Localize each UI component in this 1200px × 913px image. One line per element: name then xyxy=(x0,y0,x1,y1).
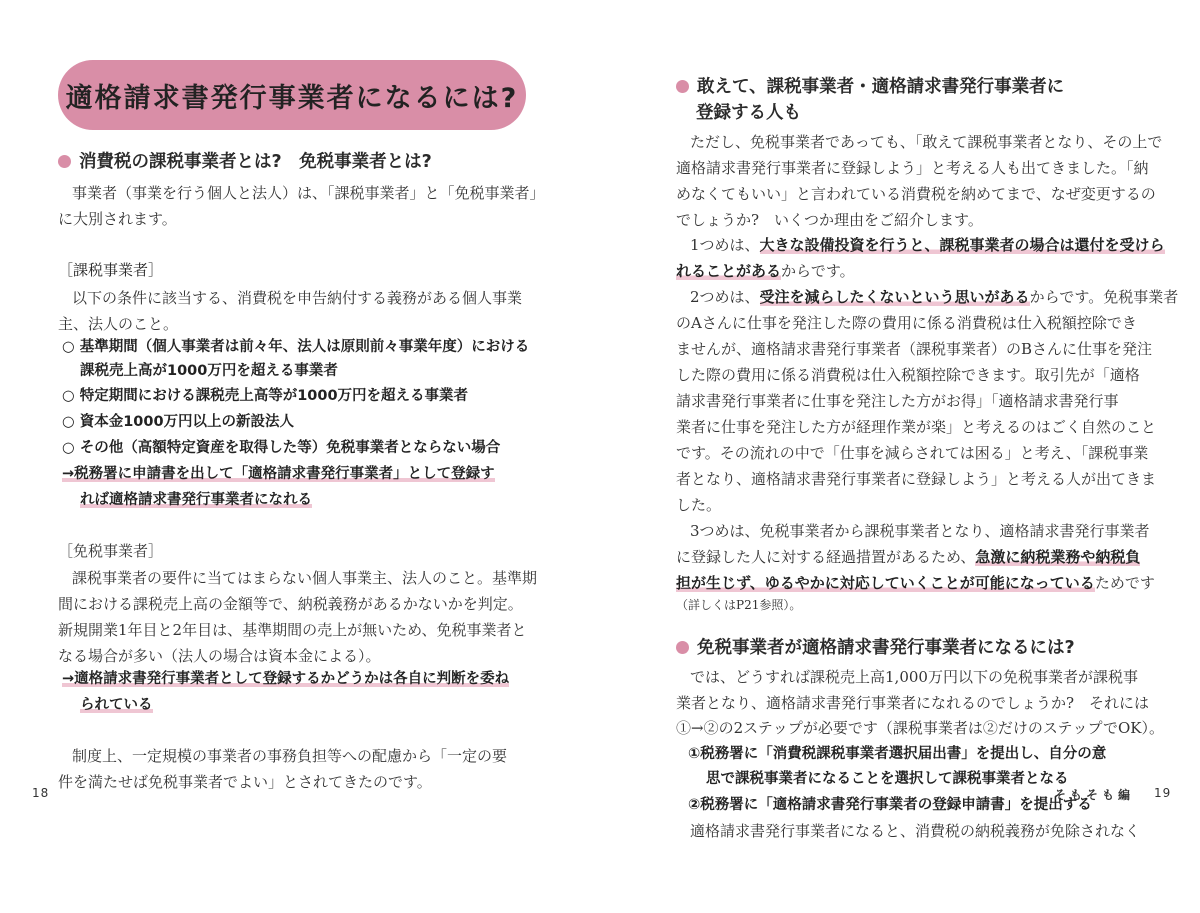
reason-three-cont: に登録した人に対する経過措置があるため、急激に納税業務や納税負 xyxy=(676,548,1141,566)
paragraph-line: です。その流れの中で「仕事を減らされては困る」と考え、「課税事業 xyxy=(676,444,1149,462)
paragraph-line: した際の費用に係る消費税は仕入税額控除できます。取引先が「適格 xyxy=(676,366,1140,384)
subsection-label: ［課税事業者］ xyxy=(58,261,164,279)
page-number: 19 xyxy=(1154,786,1172,800)
reason-one: 1つめは、大きな設備投資を行うと、課税事業者の場合は還付を受けら xyxy=(690,236,1165,254)
step-item: 思で課税事業者になることを選択して課税事業者となる xyxy=(706,771,1069,787)
bullet-dot-icon xyxy=(676,641,689,654)
paragraph-line: ①→②の2ステップが必要です（課税事業者は②だけのステップでOK）。 xyxy=(676,719,1164,737)
list-item: ○ その他（高額特定資産を取得した等）免税事業者とならない場合 xyxy=(62,440,501,456)
paragraph-line: 請求書発行事業者に仕事を発注した方がお得」「適格請求書発行事 xyxy=(676,392,1119,410)
section-heading: 敢えて、課税事業者・適格請求書発行事業者に xyxy=(676,74,1064,100)
bullet-dot-icon xyxy=(58,155,71,168)
arrow-note: れば適格請求書発行事業者になれる xyxy=(80,492,312,508)
paragraph-line: ただし、免税事業者であっても、「敢えて課税事業者となり、その上で xyxy=(690,133,1163,151)
paragraph-line: に大別されます。 xyxy=(58,210,177,228)
reason-three: 3つめは、免税事業者から課税事業者となり、適格請求書発行事業者 xyxy=(690,522,1150,540)
paragraph-line: 適格請求書発行事業者になると、消費税の納税義務が免除されなく xyxy=(690,822,1141,840)
list-item: ○ 基準期間（個人事業者は前々年、法人は原則前々事業年度）における xyxy=(62,339,530,355)
section-heading: 消費税の課税事業者とは? 免税事業者とは? xyxy=(58,149,432,175)
subsection-label: ［免税事業者］ xyxy=(58,542,164,560)
step-item: ①税務署に「消費税課税事業者選択届出書」を提出し、自分の意 xyxy=(688,746,1107,762)
section-heading: 免税事業者が適格請求書発行事業者になるには? xyxy=(676,635,1075,661)
paragraph-line: 新規開業1年目と2年目は、基準期間の売上が無いため、免税事業者と xyxy=(58,621,527,639)
paragraph-line: 業者に仕事を発注した方が経理作業が楽」と考えるのはごく自然のこと xyxy=(676,418,1157,436)
paragraph-line: した。 xyxy=(676,496,722,514)
paragraph-line: では、どうすれば課税売上高1,000万円以下の免税事業者が課税事 xyxy=(690,668,1138,686)
paragraph-line: 件を満たせば免税事業者でよい」とされてきたのです。 xyxy=(58,773,432,791)
paragraph-line: 課税事業者の要件に当てはまらない個人事業主、法人のこと。基準期 xyxy=(72,569,538,587)
paragraph-line: ませんが、適格請求書発行事業者（課税事業者）のBさんに仕事を発注 xyxy=(676,340,1153,358)
paragraph-line: 適格請求書発行事業者に登録しよう」と考える人も出てきました。「納 xyxy=(676,159,1149,177)
paragraph-line: 事業者（事業を行う個人と法人）は、「課税事業者」と「免税事業者」 xyxy=(72,184,545,202)
section-heading-cont: 登録する人も xyxy=(696,103,801,123)
reason-one-cont: れることがあるからです。 xyxy=(676,262,855,280)
paragraph-line: 以下の条件に該当する、消費税を申告納付する義務がある個人事業 xyxy=(72,289,523,307)
step-item: ②税務署に「適格請求書発行事業者の登録申請書」を提出する xyxy=(688,797,1092,813)
paragraph-line: なる場合が多い（法人の場合は資本金による）。 xyxy=(58,647,381,665)
section-label: そもそも編 xyxy=(1054,788,1135,802)
paragraph-line: 業者となり、適格請求書発行事業者になれるのでしょうか? それには xyxy=(676,694,1150,712)
paragraph-line: 間における課税売上高の金額等で、納税義務があるかないかを判定。 xyxy=(58,595,523,613)
chapter-title-banner xyxy=(58,60,526,130)
list-item: ○ 資本金1000万円以上の新設法人 xyxy=(62,414,295,430)
paragraph-line: のAさんに仕事を発注した際の費用に係る消費税は仕入税額控除でき xyxy=(676,314,1137,332)
list-item: ○ 特定期間における課税売上高等が1000万円を超える事業者 xyxy=(62,388,469,404)
reason-two: 2つめは、受注を減らしたくないという思いがあるからです。免税事業者 xyxy=(690,288,1179,306)
paragraph-line: 制度上、一定規模の事業者の事務負担等への配慮から「一定の要 xyxy=(72,747,508,765)
arrow-note: →適格請求書発行事業者として登録するかどうかは各自に判断を委ね xyxy=(62,671,510,687)
reference-note: （詳しくはP21参照）。 xyxy=(676,598,802,612)
right-page xyxy=(600,0,1200,913)
paragraph-line: 主、法人のこと。 xyxy=(58,315,179,333)
paragraph-line: 者となり、適格請求書発行事業者に登録しよう」と考える人が出てきま xyxy=(676,470,1157,488)
arrow-note: →税務署に申請書を出して「適格請求書発行事業者」として登録す xyxy=(62,466,495,482)
bullet-dot-icon xyxy=(676,80,689,93)
chapter-title: 適格請求書発行事業者になるには? xyxy=(65,82,519,114)
paragraph-line: めなくてもいい」と言われている消費税を納めてまで、なぜ変更するの xyxy=(676,185,1156,203)
page-number: 18 xyxy=(32,786,50,800)
list-item: 課税売上高が1000万円を超える事業者 xyxy=(80,363,338,379)
paragraph-line: でしょうか? いくつか理由をご紹介します。 xyxy=(676,211,983,229)
arrow-note: られている xyxy=(80,697,153,713)
reason-three-cont: 担が生じず、ゆるやかに対応していくことが可能になっているためです xyxy=(676,574,1155,592)
